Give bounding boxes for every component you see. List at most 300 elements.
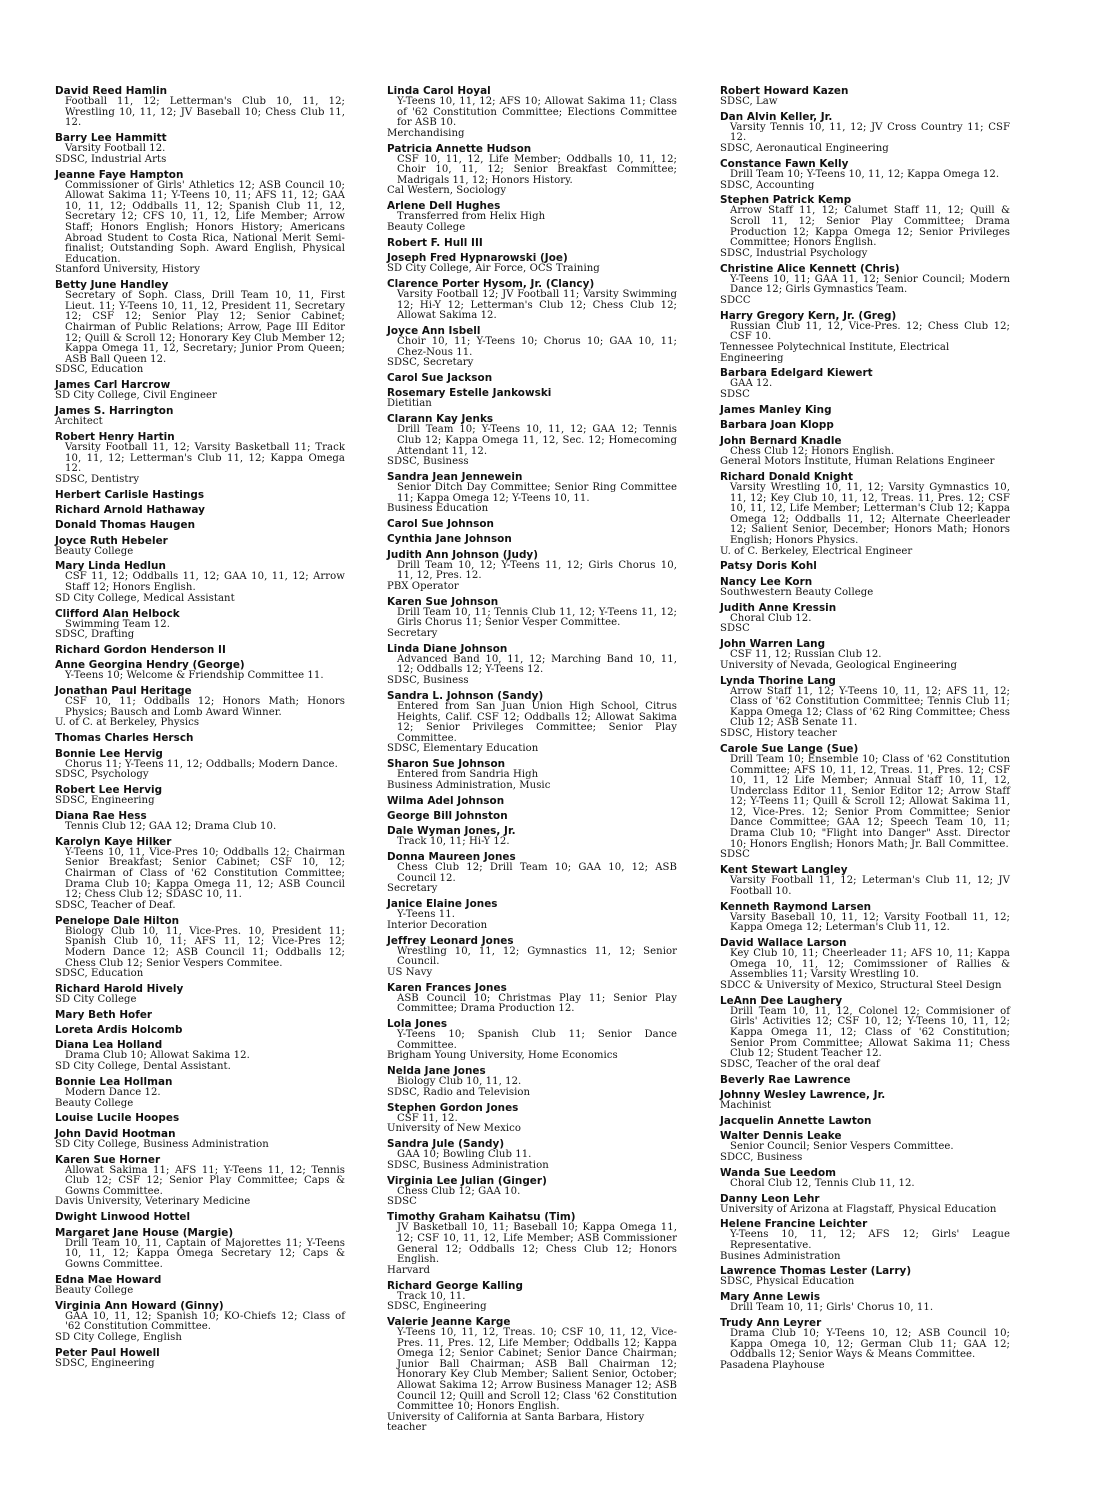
senior-plans: General Motors Institute, Human Relations Engineer <box>720 456 995 468</box>
senior-name: Linda Carol Hoyal <box>387 85 491 97</box>
senior-entry <box>387 534 677 545</box>
senior-name: John Bernard Knadle <box>720 434 842 447</box>
senior-activities: Y-Teens 10, 11, 12; AFS 10; Allowat Sakima 11; Class of '62 Constitution Committee; Elections Committee for ASB 10. <box>397 96 677 129</box>
senior-name: Thomas Charles Hersch <box>55 732 194 745</box>
senior-name: Bonnie Lea Hollman <box>55 1075 173 1088</box>
senior-plans: Machinist <box>720 1099 772 1111</box>
senior-entry <box>720 1219 1010 1262</box>
senior-plans: SDSC, Business <box>387 675 469 687</box>
senior-name: Louise Lucile Hoopes <box>55 1112 180 1125</box>
senior-plans: SDSC, Industrial Arts <box>55 153 167 165</box>
senior-plans: SDCC <box>720 294 751 306</box>
senior-activities: Y-Teens 10, 11, Vice-Pres 10; Oddballs 12; Chairman Senior Breakfast; Senior Cabinet; CSF 10, 12; Chairman of Class of '62 Constitution Committee; Drama Club 10; Kappa Omega 11, 12; ASB Council 12; Chess Club 12; SDASC 10, 11. <box>65 846 345 901</box>
senior-plans: SDSC, Teacher of Deaf. <box>55 899 176 911</box>
senior-entry <box>55 609 345 641</box>
senior-entry <box>387 279 677 322</box>
senior-name: Virginia Lee Julian (Ginger) <box>387 1174 547 1187</box>
senior-entry <box>387 796 677 807</box>
senior-name: Robert Howard Kazen <box>720 85 849 97</box>
senior-name: Joyce Ann Isbell <box>387 325 481 338</box>
senior-entry <box>55 536 345 558</box>
senior-plans: University of California at Santa Barbara, History teacher <box>387 1411 645 1434</box>
senior-activities: Arrow Staff 11, 12; Y-Teens 10, 11, 12; AFS 11, 12; Class of '62 Constitution Committee; Tennis Club 11; Kappa Omega 12; Class of '62 Ring Committee; Chess Club 12; ASB Senate 11. <box>730 685 1010 729</box>
senior-name: Christine Alice Kennett (Chris) <box>720 262 900 275</box>
senior-entry <box>55 406 345 428</box>
senior-name: Loreta Ardis Holcomb <box>55 1024 183 1037</box>
senior-activities: CSF 10, 11; Oddballs 12; Honors Math; Honors Physics; Bausch and Lomb Award Winner. <box>65 696 345 718</box>
senior-name: Clarann Kay Jenks <box>387 413 494 426</box>
senior-plans: Business Education <box>387 503 489 515</box>
senior-entry <box>720 577 1010 599</box>
senior-name: Carol Sue Johnson <box>387 518 494 531</box>
senior-entry <box>387 811 677 822</box>
senior-activities: Choral Club 12, Tennis Club 11, 12. <box>730 1177 915 1189</box>
senior-plans: SDSC, Accounting <box>720 179 815 191</box>
senior-entry <box>387 1066 677 1098</box>
senior-entry <box>55 505 345 516</box>
senior-name: Karolyn Kaye Hilker <box>55 835 172 848</box>
senior-plans: U. of C. Berkeley, Electrical Engineer <box>720 545 913 557</box>
senior-activities: Y-Teens 10; Welcome & Friendship Committee 11. <box>65 670 324 682</box>
senior-entry <box>387 253 677 275</box>
senior-name: Donna Maureen Jones <box>387 851 516 864</box>
senior-plans: SDSC, Business <box>387 456 469 468</box>
senior-name: Kenneth Raymond Larsen <box>720 900 872 913</box>
senior-name: Mary Beth Hofer <box>55 1008 153 1021</box>
senior-plans: Secretary <box>387 883 438 895</box>
senior-entry <box>55 1348 345 1370</box>
senior-entry <box>55 1275 345 1297</box>
senior-entry <box>55 916 345 980</box>
senior-entry <box>55 133 345 165</box>
senior-entry <box>387 373 677 384</box>
senior-entry <box>720 938 1010 991</box>
senior-name: Joseph Fred Hypnarowski (Joe) <box>387 252 568 265</box>
senior-entry <box>720 311 1010 364</box>
senior-activities: Drill Team 10, 11; Girls' Chorus 10, 11. <box>730 1302 934 1314</box>
senior-name: Karen Sue Johnson <box>387 595 499 608</box>
senior-entry <box>55 170 345 276</box>
senior-plans: Cal Western, Sociology <box>387 185 507 197</box>
senior-name: Dwight Linwood Hottel <box>55 1211 191 1224</box>
senior-name: Stephen Gordon Jones <box>387 1101 519 1114</box>
senior-name: Sandra Jean Jennewein <box>387 471 523 484</box>
senior-name: Diana Rae Hess <box>55 809 147 822</box>
senior-name: Richard Arnold Hathaway <box>55 504 205 516</box>
senior-plans: SDSC <box>720 623 750 635</box>
senior-entry <box>55 984 345 1006</box>
senior-activities: Varsity Football 12; JV Football 11; Varsity Swimming 12; Hi-Y 12; Letterman's Club 12; Chess Club 12; Allowat Sakima 12. <box>397 289 677 322</box>
senior-entry <box>720 195 1010 259</box>
senior-entry <box>55 490 345 501</box>
senior-activities: Football 11, 12; Letterman's Club 10, 11, 12; Wrestling 10, 11, 12; JV Baseball 10; Chess Club 11, 12. <box>65 96 345 129</box>
senior-activities: Drill Team 10, 11, 12, Colonel 12; Commisioner of Girls' Activities 12; CSF 10, 12; Y-Teens 10, 11, 12; Kappa Omega 11, 12; Class of '62 Constitution; Senior Prom Committee; Allowat Sakima 11; Chess Club 12; Student Teacher 12. <box>730 1005 1010 1060</box>
senior-plans: Tennessee Polytechnical Institute, Electrical Engineering <box>720 341 950 364</box>
senior-plans: Dietitian <box>387 398 432 410</box>
column-2 <box>387 86 677 1438</box>
senior-activities: Transferred from Helix High <box>397 211 546 223</box>
senior-entry <box>387 597 677 640</box>
senior-name: Sandra L. Johnson (Sandy) <box>387 689 544 702</box>
senior-name: Walter Dennis Leake <box>720 1130 842 1143</box>
senior-entry <box>720 86 1010 108</box>
senior-plans: US Navy <box>387 966 433 978</box>
senior-entry <box>720 561 1010 572</box>
senior-plans: SD City College, Civil Engineer <box>55 390 217 402</box>
senior-activities: Choral Club 12. <box>730 612 812 624</box>
senior-name: Arlene Dell Hughes <box>387 200 501 213</box>
senior-activities: Drama Club 10; Y-Teens 10, 12; ASB Council 10; Kappa Omega 10, 12; German Club 11; GAA 12; Oddballs 12; Senior Ways & Means Committee. <box>730 1328 1010 1361</box>
senior-plans: SD City College, English <box>55 1331 182 1343</box>
senior-activities: CSF 11, 12. <box>397 1112 458 1124</box>
senior-plans: SDSC, Education <box>55 364 144 376</box>
senior-activities: Y-Teens 10; Spanish Club 11; Senior Dance Committee. <box>397 1029 677 1051</box>
senior-name: Sandra Jule (Sandy) <box>387 1138 505 1151</box>
senior-name: Valerie Jeanne Karge <box>387 1316 511 1329</box>
senior-plans: Business Administration, Music <box>387 779 551 791</box>
senior-name: Lynda Thorine Lang <box>720 674 836 687</box>
senior-name: Jonathan Paul Heritage <box>55 685 192 698</box>
senior-entry <box>720 744 1010 861</box>
senior-activities: Chess Club 12; Honors English. <box>730 445 895 457</box>
senior-entry <box>720 159 1010 191</box>
senior-entry <box>55 1025 345 1036</box>
senior-activities: Chorus 11; Y-Teens 11, 12; Oddballs; Modern Dance. <box>65 758 338 770</box>
senior-activities: Y-Teens 10, 11, 12, Treas. 10; CSF 10, 11, 12, Vice-Pres. 11, Pres. 12, Life Member; Oddballs 12; Kappa Omega 12; Senior Cabinet; Senior Dance Chairman; Junior Ball Chairman; ASB Ball Chairman 12; Honorary Key Club Member; Salient Senior, October; Allowat Sakima 12; Arrow Business Manager 12; ASB Council 12; Quill and Scroll 12; Class '62 Constitution Committee 10; Honors English. <box>397 1327 677 1413</box>
senior-entry <box>387 644 677 687</box>
senior-name: Richard George Kalling <box>387 1279 523 1292</box>
senior-name: Mary Linda Hedlun <box>55 560 166 573</box>
senior-plans: SDSC, Law <box>720 96 778 107</box>
senior-plans: Beauty College <box>387 221 466 233</box>
senior-plans: SDCC & University of Mexico, Structural Steel Design <box>720 979 1002 991</box>
senior-plans: PBX Operator <box>387 580 459 592</box>
senior-plans: SDSC, Dentistry <box>55 473 140 485</box>
senior-name: Richard Harold Hively <box>55 983 184 995</box>
senior-name: Dan Alvin Keller, Jr. <box>720 110 833 123</box>
senior-plans: SDSC, Psychology <box>55 769 149 781</box>
senior-name: Lola Jones <box>387 1018 448 1031</box>
senior-name: John Warren Lang <box>720 638 826 651</box>
senior-entry <box>55 1040 345 1072</box>
senior-plans: SD City College, Business Administration <box>55 1138 269 1150</box>
senior-plans: SD City College, Dental Assistant. <box>55 1061 231 1073</box>
senior-entry <box>55 686 345 729</box>
senior-name: Judith Anne Kressin <box>720 601 837 614</box>
senior-entry <box>720 1266 1010 1288</box>
senior-activities: Russian Club 11, 12, Vice-Pres. 12; Chess Club 12; CSF 10. <box>730 320 1010 343</box>
senior-plans: University of New Mexico <box>387 1123 521 1135</box>
senior-entry <box>387 826 677 848</box>
senior-entry <box>720 1075 1010 1086</box>
senior-name: Trudy Ann Leyrer <box>720 1317 822 1330</box>
senior-name: Linda Diane Johnson <box>387 642 508 655</box>
senior-entry <box>387 519 677 530</box>
senior-name: Dale Wyman Jones, Jr. <box>387 825 516 838</box>
senior-name: Peter Paul Howell <box>55 1346 160 1359</box>
senior-entry <box>720 264 1010 307</box>
senior-activities: JV Basketball 10, 11; Baseball 10; Kappa Omega 11, 12; CSF 10, 11, 12, Life Member; ASB Commissioner General 12; Oddballs 12; Chess Club 12; Honors English. <box>397 1222 677 1266</box>
senior-plans: Busines Administration <box>720 1250 841 1262</box>
senior-name: Wanda Sue Leedom <box>720 1166 837 1179</box>
senior-activities: Varsity Baseball 10, 11, 12; Varsity Football 11, 12; Kappa Omega 12; Leterman's Club 11, 12. <box>730 911 1010 934</box>
senior-name: Richard Gordon Henderson II <box>55 644 226 657</box>
senior-entry <box>55 785 345 807</box>
senior-name: Clifford Alan Helbock <box>55 607 180 620</box>
senior-activities: Track 10, 11; Hi-Y 12. <box>397 836 510 848</box>
senior-activities: Varsity Wrestling 10, 11, 12; Varsity Gymnastics 10, 11, 12; Key Club 10, 11, 12, Treas. 11, Pres. 12; CSF 10, 11, 12, Life Member; Letterman's Club 12; Kappa Omega 12; Oddballs 11, 12; Alternate Cheerleader 12; Salient Senior, December; Honors Math; Honors English; Honors Physics. <box>730 482 1010 546</box>
senior-name: Harry Gregory Kern, Jr. (Greg) <box>720 309 897 322</box>
senior-plans: SD City College, Medical Assistant <box>55 592 235 604</box>
senior-plans: SDSC <box>387 1196 417 1208</box>
senior-activities: Drill Team 10, 11; Tennis Club 11, 12; Y-Teens 11, 12; Girls Chorus 11; Senior Vesper Committee. <box>397 606 677 629</box>
senior-plans: University of Arizona at Flagstaff, Physical Education <box>720 1203 997 1215</box>
senior-activities: GAA 10; Bowling Club 11. <box>397 1149 532 1161</box>
senior-entry <box>387 899 677 931</box>
senior-activities: ASB Council 10; Christmas Play 11; Senior Play Committee; Drama Production 12. <box>397 992 677 1015</box>
senior-name: George Bill Johnston <box>387 809 508 822</box>
senior-name: Diana Lea Holland <box>55 1039 163 1052</box>
senior-plans: SDSC, Engineering <box>55 1357 155 1369</box>
senior-entry <box>387 983 677 1015</box>
senior-entry <box>55 280 345 376</box>
senior-plans: U. of C. at Berkeley, Physics <box>55 717 200 729</box>
senior-name: Barry Lee Hammitt <box>55 132 167 145</box>
senior-activities: Y-Teens 10, 11; GAA 11, 12; Senior Council; Modern Dance 12; Girls Gymnastics Team. <box>730 273 1010 296</box>
senior-name: Stephen Patrick Kemp <box>720 194 852 207</box>
senior-entry <box>55 1113 345 1124</box>
senior-name: Beverly Rae Lawrence <box>720 1073 851 1086</box>
senior-entry <box>720 996 1010 1071</box>
senior-entry <box>55 733 345 744</box>
senior-activities: Senior Ditch Day Committee; Senior Ring Committee 11; Kappa Omega 12; Y-Teens 10, 11. <box>397 482 677 504</box>
senior-entry <box>387 1176 677 1208</box>
senior-name: Bonnie Lee Hervig <box>55 747 163 760</box>
senior-name: Anne Georgina Hendry (George) <box>55 659 245 672</box>
senior-name: Virginia Ann Howard (Ginny) <box>55 1299 224 1312</box>
senior-activities: Varsity Football 11, 12; Leterman's Club 11, 12; JV Football 10. <box>730 875 1010 897</box>
senior-entry <box>55 1301 345 1344</box>
senior-entry <box>720 420 1010 431</box>
senior-activities: Tennis Club 12; GAA 12; Drama Club 10. <box>65 820 277 832</box>
senior-activities: CSF 11, 12; Russian Club 12. <box>730 649 882 661</box>
senior-entry <box>387 472 677 515</box>
senior-name: Jeffrey Leonard Jones <box>387 934 514 947</box>
senior-entry <box>720 1131 1010 1163</box>
senior-entry <box>387 326 677 369</box>
senior-plans: Pasadena Playhouse <box>720 1360 825 1372</box>
senior-entry <box>720 1168 1010 1190</box>
senior-plans: SDSC, Secretary <box>387 357 474 369</box>
senior-name: Sharon Sue Johnson <box>387 758 506 771</box>
senior-entry <box>55 432 345 485</box>
senior-plans: SDSC, Education <box>55 968 144 980</box>
senior-activities: Key Club 10, 11; Cheerleader 11; AFS 10, 11; Kappa Omega 10, 11, 12; Comimssioner of Rallies & Assemblies 11; Varsity Wrestling 10. <box>730 948 1010 981</box>
senior-name: David Reed Hamlin <box>55 85 168 97</box>
senior-entry <box>387 1317 677 1434</box>
senior-name: Constance Fawn Kelly <box>720 157 849 170</box>
senior-name: Judith Ann Johnson (Judy) <box>387 548 539 561</box>
senior-activities: GAA 12. <box>730 378 773 390</box>
senior-name: Barbara Joan Klopp <box>720 419 834 432</box>
senior-name: Danny Leon Lehr <box>720 1192 820 1205</box>
senior-name: Nancy Lee Korn <box>720 575 813 588</box>
senior-entry <box>387 1281 677 1313</box>
senior-plans: Secretary <box>387 627 438 639</box>
senior-entry <box>387 1103 677 1135</box>
senior-name: LeAnn Dee Laughery <box>720 994 843 1007</box>
senior-entry <box>387 691 677 755</box>
senior-activities: GAA 10, 11, 12; Spanish 10; KO-Chiefs 12; Class of '62 Constitution Committee. <box>65 1310 345 1333</box>
senior-name: Richard Donald Knight <box>720 471 853 484</box>
senior-name: Donald Thomas Haugen <box>55 519 196 532</box>
senior-entry <box>387 388 677 410</box>
senior-name: Janice Elaine Jones <box>387 898 498 911</box>
senior-activities: Arrow Staff 11, 12; Calumet Staff 11, 12; Quill & Scroll 11, 12; Senior Play Committee; Drama Production 12; Kappa Omega 12; Senior Privileges Committee; Honors English. <box>730 205 1010 249</box>
senior-name: Cynthia Jane Johnson <box>387 533 512 546</box>
senior-plans: SDSC, Teacher of the oral deaf <box>720 1058 880 1070</box>
senior-plans: SDSC, Aeronautical Engineering <box>720 143 889 155</box>
senior-activities: Chess Club 12; Drill Team 10; GAA 10, 12; ASB Council 12. <box>397 862 677 884</box>
senior-plans: Stanford University, History <box>55 264 201 276</box>
senior-plans: Beauty College <box>55 1284 134 1296</box>
senior-name: Barbara Edelgard Kiewert <box>720 367 873 380</box>
senior-plans: SDSC, Engineering <box>55 795 155 807</box>
senior-name: Mary Anne Lewis <box>720 1291 821 1304</box>
senior-activities: Biology Club 10, 11, Vice-Pres. 10, President 11; Spanish Club 10, 11; AFS 11, 12; Vice-Pres 12; Modern Dance 12; ASB Council 11; Oddballs 12; Chess Club 12; Senior Vespers Commitee. <box>65 925 345 969</box>
senior-name: David Wallace Larson <box>720 937 847 950</box>
senior-entry <box>387 414 677 467</box>
senior-entry <box>387 86 677 139</box>
senior-entry <box>720 902 1010 934</box>
senior-plans: SDSC, Engineering <box>387 1301 487 1313</box>
senior-entry <box>720 1318 1010 1371</box>
senior-entry <box>55 561 345 604</box>
senior-entry <box>55 811 345 833</box>
senior-plans: SD City College <box>55 994 137 1005</box>
senior-activities: Varsity Football 11, 12; Varsity Basketball 11; Track 10, 11, 12; Letterman's Club 11, 12; Kappa Omega 12. <box>65 442 345 475</box>
senior-entry <box>387 759 677 791</box>
senior-activities: Entered from Sandria High <box>397 769 539 781</box>
senior-name: Penelope Dale Hilton <box>55 914 180 927</box>
senior-entry <box>720 112 1010 155</box>
senior-plans: Architect <box>55 416 103 428</box>
senior-plans: Davis University, Veterinary Medicine <box>55 1196 251 1208</box>
senior-entry <box>55 837 345 912</box>
senior-plans: Brigham Young University, Home Economics <box>387 1050 618 1062</box>
senior-name: Carol Sue Jackson <box>387 372 493 385</box>
senior-entry <box>55 1010 345 1021</box>
senior-entry <box>55 1212 345 1223</box>
senior-name: James Manley King <box>720 403 832 416</box>
senior-activities: Advanced Band 10, 11, 12; Marching Band 10, 11, 12; Oddballs 12; Y-Teens 12. <box>397 653 677 676</box>
senior-name: Nelda Jane Jones <box>387 1065 486 1078</box>
senior-name: John David Hootman <box>55 1127 176 1140</box>
senior-entry <box>55 520 345 531</box>
senior-entry <box>55 660 345 682</box>
senior-plans: SDSC, Drafting <box>55 629 135 641</box>
senior-entry <box>55 86 345 129</box>
senior-plans: SD City College, Air Force, OCS Training <box>387 263 600 275</box>
senior-plans: Interior Decoration <box>387 919 488 931</box>
senior-name: Herbert Carlisle Hastings <box>55 488 205 501</box>
senior-activities: Swimming Team 12. <box>65 618 170 630</box>
senior-entry <box>55 1228 345 1271</box>
senior-activities: Entered from San Juan Union High School, Citrus Heights, Calif. CSF 12; Oddballs 12; Allowat Sakima 12; Senior Privileges Committee; Senior Play Committee. <box>397 700 677 744</box>
senior-name: Jacquelin Annette Lawton <box>720 1114 872 1127</box>
senior-activities: Biology Club 10, 11, 12. <box>397 1076 522 1088</box>
senior-activities: Varsity Football 12. <box>65 143 166 155</box>
senior-name: Helene Francine Leichter <box>720 1218 868 1231</box>
senior-entry <box>720 436 1010 468</box>
senior-name: Patsy Doris Kohl <box>720 560 817 573</box>
senior-activities: Drill Team 10; Y-Teens 10, 11, 12; Kappa Omega 12. <box>730 168 1000 180</box>
senior-name: James Carl Harcrow <box>55 379 171 392</box>
senior-name: Robert Henry Hartin <box>55 431 175 444</box>
senior-entry <box>720 1116 1010 1127</box>
senior-plans: SDSC <box>720 389 750 401</box>
senior-name: Margaret Jane House (Margie) <box>55 1226 234 1239</box>
senior-activities: Allowat Sakima 11; AFS 11; Y-Teens 11, 12; Tennis Club 12; CSF 12; Senior Play Committee; Caps & Gowns Committee. <box>65 1164 345 1197</box>
senior-activities: Drill Team 10; Ensemble 10; Class of '62 Constitution Committee; AFS 10, 11, 12, Treas. 11, Pres. 12; CSF 10, 11, 12 Life Member; Annual Staff 10, 11, 12, Underclass Editor 11, Senior Editor 12; Arrow Staff 12; Y-Teens 11; Quill & Scroll 12; Allowat Sakima 11, 12, Vice-Pres. 12; Senior Prom Committee; Senior Dance Committee; GAA 12; Speech Team 10, 11; Drama Club 10; "Flight into Danger" Asst. Director 10; Honors English; Honors Math; Jr. Ball Committee. <box>730 753 1010 850</box>
senior-activities: Y-Teens 11. <box>397 909 455 921</box>
senior-entry <box>387 201 677 233</box>
senior-name: Joyce Ruth Hebeler <box>55 534 168 547</box>
senior-name: Johnny Wesley Lawrence, Jr. <box>720 1088 886 1101</box>
senior-activities: Drama Club 10; Allowat Sakima 12. <box>65 1050 250 1062</box>
senior-entry <box>720 1292 1010 1314</box>
senior-name: Patricia Annette Hudson <box>387 142 532 155</box>
senior-name: Rosemary Estelle Jankowski <box>387 387 552 400</box>
senior-activities: Choir 10, 11; Y-Teens 10; Chorus 10; GAA 10, 11; Chez-Nous 11. <box>397 336 677 358</box>
senior-name: Betty June Handley <box>55 279 169 292</box>
senior-entry <box>720 368 1010 400</box>
senior-activities: Modern Dance 12. <box>65 1086 161 1098</box>
senior-plans: Beauty College <box>55 1097 134 1109</box>
senior-plans: Merchandising <box>387 127 465 139</box>
senior-name: Clarence Porter Hysom, Jr. (Clancy) <box>387 278 595 291</box>
senior-activities: Chess Club 12; GAA 10. <box>397 1185 521 1197</box>
senior-entry <box>387 852 677 895</box>
senior-entry <box>55 749 345 781</box>
senior-name: Wilma Adel Johnson <box>387 794 505 807</box>
senior-plans: SDCC, Business <box>720 1151 803 1163</box>
senior-plans: SDSC, History teacher <box>720 728 837 740</box>
senior-entry <box>387 1212 677 1276</box>
senior-plans: SDSC <box>720 849 750 861</box>
senior-activities: Varsity Tennis 10, 11, 12; JV Cross Country 11; CSF 12. <box>730 121 1010 144</box>
senior-name: Edna Mae Howard <box>55 1273 162 1286</box>
senior-activities: CSF 11, 12; Oddballs 11, 12; GAA 10, 11, 12; Arrow Staff 12; Honors English. <box>65 571 345 594</box>
senior-activities: Secretary of Soph. Class, Drill Team 10, 11, First Lieut. 11; Y-Teens 10, 11, 12, President 11, Secretary 12; CSF 12; Senior Play 12; Senior Cabinet; Chairman of Public Relations; Arrow, Page III Editor 12; Quill & Scroll 12; Honorary Key Club Member 12; Kappa Omega 11, 12, Secretary; Junior Prom Queen; ASB Ball Queen 12. <box>65 290 345 365</box>
senior-plans: SDSC, Industrial Psychology <box>720 247 868 259</box>
senior-entry <box>55 645 345 656</box>
senior-name: Robert Lee Hervig <box>55 784 163 797</box>
senior-entry <box>720 1090 1010 1112</box>
senior-entry <box>387 550 677 593</box>
senior-entry <box>387 238 677 249</box>
senior-plans: University of Nevada, Geological Engineering <box>720 659 957 671</box>
senior-entry <box>720 603 1010 635</box>
senior-activities: Track 10, 11. <box>397 1290 466 1302</box>
senior-activities: Drill Team 10, 12; Y-Teens 11, 12; Girls Chorus 10, 11, 12, Pres. 12. <box>397 559 677 582</box>
senior-entry <box>720 472 1010 557</box>
senior-name: Robert F. Hull III <box>387 236 483 249</box>
senior-activities: Wrestling 10, 11, 12; Gymnastics 11, 12; Senior Council. <box>397 945 677 968</box>
senior-activities: Senior Council; Senior Vespers Committee. <box>730 1141 954 1153</box>
column-3 <box>720 86 1010 1376</box>
senior-entry <box>387 936 677 979</box>
